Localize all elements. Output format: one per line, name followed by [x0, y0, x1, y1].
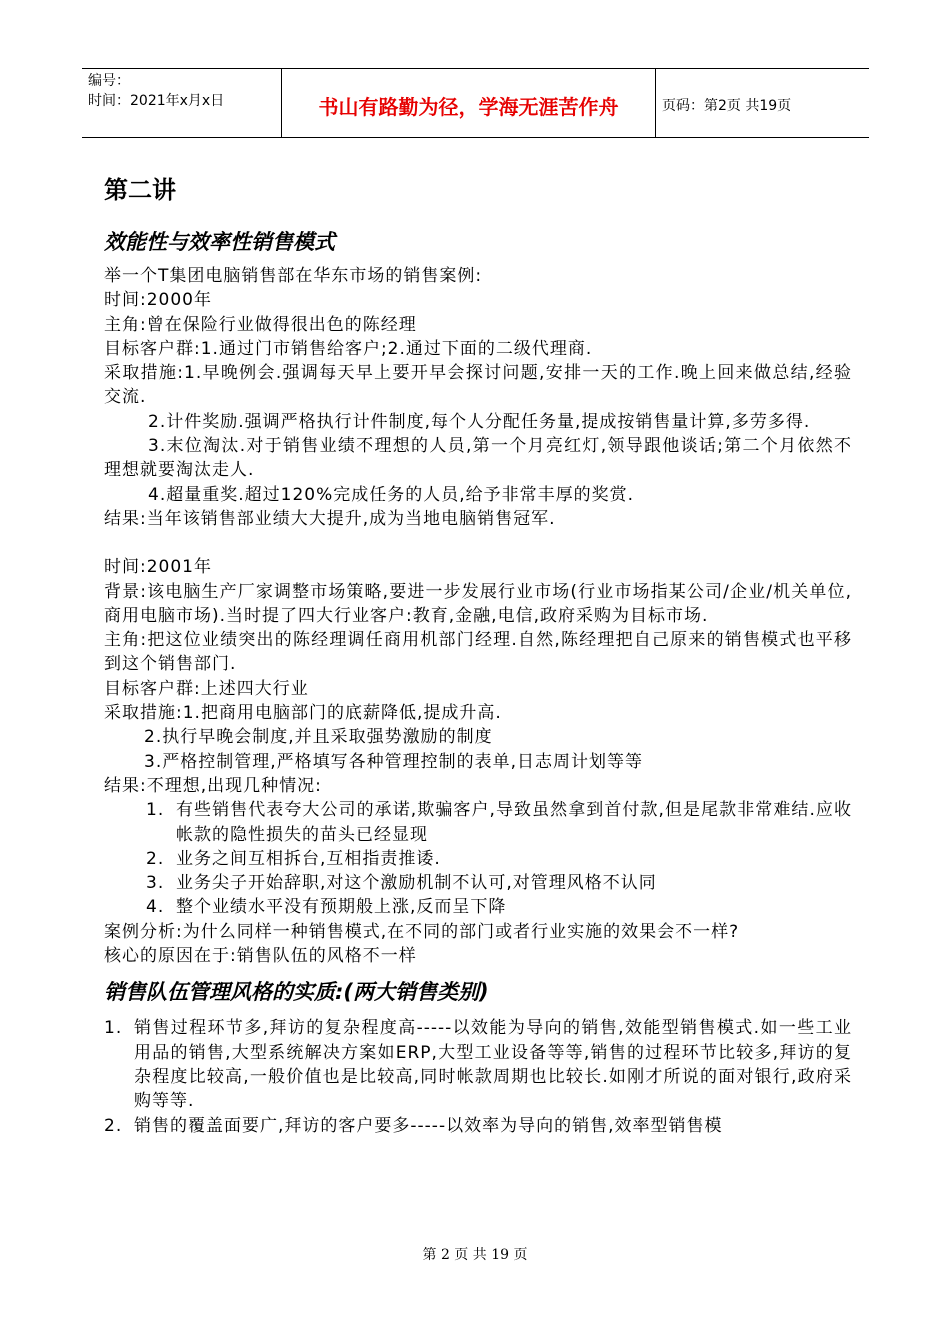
- list-item-number: 2.: [146, 848, 165, 869]
- list-item-text: 业务之间互相拆台,互相指责推诿.: [176, 848, 441, 869]
- case-2001-time: 时间:2001年: [104, 557, 212, 578]
- list-item: [104, 871, 852, 895]
- section-title: 效能性与效率性销售模式: [104, 230, 335, 254]
- case-2000-protagonist: 主角:曾在保险行业做得很出色的陈经理: [104, 314, 417, 335]
- header-meta: [82, 69, 282, 137]
- case-2001-result-label: 结果:不理想,出现几种情况:: [104, 775, 322, 796]
- document-date-label: 时间：2021年x月x日: [88, 93, 225, 109]
- case-2001-target: 目标客户群:上述四大行业: [104, 678, 309, 699]
- case-2000-measure-4: 4.超量重奖.超过120%完成任务的人员,给予非常丰厚的奖赏.: [148, 484, 635, 505]
- case-2001-protagonist: 主角:把这位业绩突出的陈经理调任商用机部门经理.自然,陈经理把自己原来的销售模式也平移到这个销售部门.: [104, 630, 852, 675]
- list-item: [104, 798, 852, 847]
- case-2000-measure-2: 2.计件奖励.强调严格执行计件制度,每个人分配任务量,提成按销售量计算,多劳多得.: [148, 411, 811, 432]
- case-2001-result-list: [104, 798, 852, 919]
- sales-categories: [104, 1016, 852, 1137]
- list-item-text: 销售的覆盖面要广,拜访的客户要多-----以效率为导向的销售,效率型销售模: [134, 1115, 723, 1136]
- list-item: [104, 1114, 852, 1138]
- list-item-number: 4.: [146, 897, 165, 918]
- section-2-title: 销售队伍管理风格的实质:(两大销售类别): [104, 980, 489, 1005]
- lecture-title: 第二讲: [104, 176, 176, 204]
- page-header: [82, 68, 869, 138]
- list-item-number: 1.: [104, 1018, 123, 1039]
- list-item-text: 业务尖子开始辞职,对这个激励机制不认可,对管理风格不认同: [176, 873, 657, 894]
- case-intro: 举一个T集团电脑销售部在华东市场的销售案例:: [104, 266, 483, 286]
- list-item-text: 有些销售代表夸大公司的承诺,欺骗客户,导致虽然拿到首付款,但是尾款非常难结.应收帐款的隐性损失的苗头已经显现: [176, 800, 852, 845]
- core-reason: 核心的原因在于:销售队伍的风格不一样: [104, 946, 417, 967]
- list-item-text: 整个业绩水平没有预期般上涨,反而呈下降: [176, 897, 507, 918]
- page-footer: 第 2 页 共 19 页: [422, 1247, 528, 1263]
- case-2000-target: 目标客户群:1.通过门市销售给客户;2.通过下面的二级代理商.: [104, 338, 593, 359]
- case-2001-measure-2: 2.执行早晚会制度,并且采取强势激励的制度: [144, 727, 493, 748]
- case-2001-background: 背景:该电脑生产厂家调整市场策略,要进一步发展行业市场(行业市场指某公司/企业/机关单位,商用电脑市场).当时提了四大行业客户:教育,金融,电信,政府采购为目标市场.: [104, 581, 852, 626]
- case-2001-measure-1: 采取措施:1.把商用电脑部门的底薪降低,提成升高.: [104, 703, 502, 724]
- case-2000-measure-1: 采取措施:1.早晚例会.强调每天早上要开早会探讨问题,安排一天的工作.晚上回来做总结,经验交流.: [104, 363, 852, 408]
- list-item-text: 销售过程环节多,拜访的复杂程度高-----以效能为导向的销售,效能型销售模式.如一些工业用品的销售,大型系统解决方案如ERP,大型工业设备等等,销售的过程环节比较多,拜访的复杂程度比较高,一般价值也是比较高,同时帐款周期也比较长.如刚才所说的面对银行,政府采购等等.: [134, 1018, 852, 1112]
- case-2000-result: 结果:当年该销售部业绩大大提升,成为当地电脑销售冠军.: [104, 508, 556, 529]
- case-2001-measure-3: 3.严格控制管理,严格填写各种管理控制的表单,日志周计划等等: [144, 751, 644, 772]
- document-number-label: 编号：: [88, 73, 130, 89]
- case-2000: [104, 264, 852, 531]
- header-page-number: 页码：第2页 共19页: [662, 98, 792, 114]
- list-item-number: 2.: [104, 1115, 123, 1136]
- document-body: [104, 170, 852, 1138]
- case-2000-time: 时间:2000年: [104, 290, 212, 311]
- list-item-number: 3.: [146, 873, 165, 894]
- case-analysis: 案例分析:为什么同样一种销售模式,在不同的部门或者行业实施的效果会不一样?: [104, 921, 740, 942]
- case-2001: [104, 555, 852, 968]
- header-motto: 书山有路勤为径，学海无涯苦作舟: [282, 69, 656, 137]
- case-2000-measure-3: 3.末位淘汰.对于销售业绩不理想的人员,第一个月亮红灯,领导跟他谈话;第二个月依然不理想就要淘汰走人.: [104, 436, 852, 481]
- list-item: [104, 1016, 852, 1113]
- list-item: [104, 895, 852, 919]
- list-item: [104, 847, 852, 871]
- list-item-number: 1.: [146, 800, 165, 821]
